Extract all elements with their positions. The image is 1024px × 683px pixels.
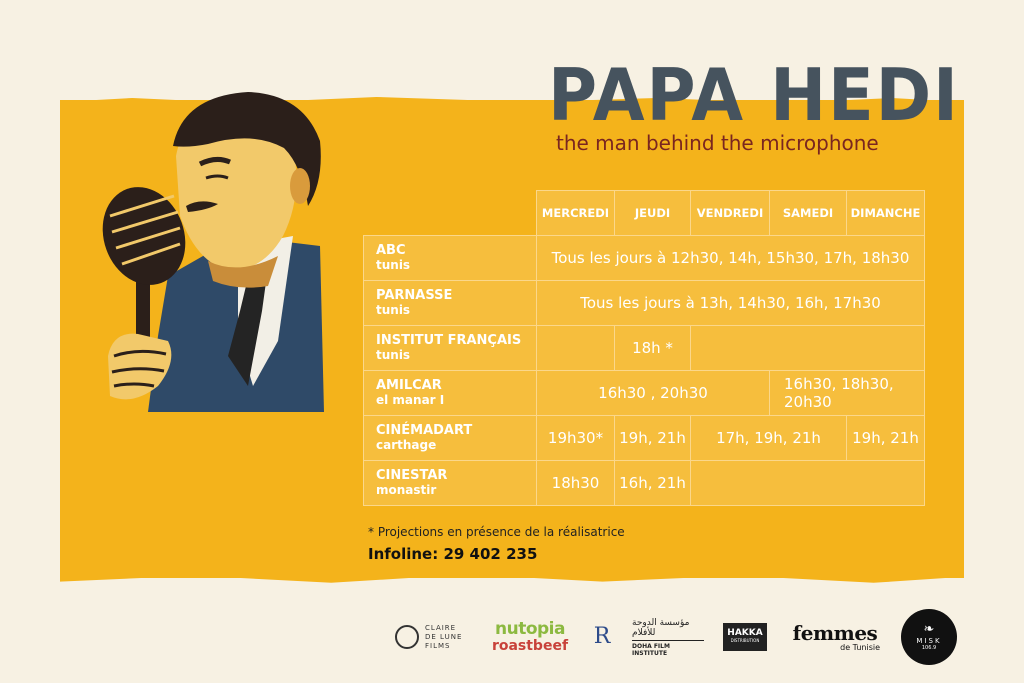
r-mark: R [593, 624, 611, 649]
doha-english-text: DOHA FILM INSTITUTE [632, 642, 670, 657]
day-header: VENDREDI [691, 191, 770, 236]
roastbeef-text: roastbeef [491, 638, 569, 654]
hakka-box [723, 623, 766, 651]
femmes-text: femmes [792, 620, 878, 645]
showtimes-cell: 16h, 21h [615, 461, 691, 506]
cinema-city: carthage [376, 438, 437, 452]
showtimes-cell: 16h30 , 20h30 [537, 371, 770, 416]
film-title: PAPA HEDI [548, 53, 960, 137]
day-header: JEUDI [615, 191, 691, 236]
cinema-cell [364, 461, 537, 506]
cinema-cell [364, 371, 537, 416]
cinema-cell [364, 416, 537, 461]
showtimes-cell: 19h, 21h [847, 416, 925, 461]
cinema-cell [364, 326, 537, 371]
sponsor-logos [392, 606, 958, 668]
cinema-cell [364, 236, 537, 281]
hakka-text: HAKKA [727, 628, 763, 638]
femmes-de-tunisie-logo [782, 606, 888, 668]
panel-bottom-edge [60, 572, 964, 584]
claire-de-lune-logo [392, 606, 472, 668]
cinema-city: monastir [376, 483, 437, 497]
crescent-moon-icon [395, 622, 419, 652]
showtimes-cell [537, 326, 615, 371]
table-row [364, 281, 925, 326]
cinema-name: AMILCAR [376, 378, 442, 393]
cinema-name: CINESTAR [376, 468, 448, 483]
cinema-city: el manar I [376, 393, 445, 407]
misk-text: MISK [916, 637, 942, 645]
showtimes-cell [691, 461, 925, 506]
de-tunisie-text: de Tunisie [840, 642, 880, 652]
hakka-sub-text: DISTRIBUTION [730, 638, 760, 643]
hakka-distribution-logo [722, 606, 768, 668]
footnote: * Projections en présence de la réalisatrice [368, 525, 625, 539]
table-row [364, 326, 925, 371]
film-subtitle: the man behind the microphone [556, 131, 879, 155]
misk-badge [901, 609, 957, 665]
showtimes-cell: 18h * [615, 326, 691, 371]
cinema-name: INSTITUT FRANÇAIS [376, 333, 522, 348]
showtimes-cell: 19h30* [537, 416, 615, 461]
cinema-city: tunis [376, 348, 411, 362]
showtimes-cell: 17h, 19h, 21h [691, 416, 847, 461]
cinema-name: PARNASSE [376, 288, 453, 303]
doha-film-institute-logo [632, 606, 704, 668]
cinema-city: tunis [376, 258, 411, 272]
day-header: DIMANCHE [847, 191, 925, 236]
misk-radio-logo [900, 606, 958, 668]
showtimes-cell: 18h30 [537, 461, 615, 506]
showtimes-cell: Tous les jours à 13h, 14h30, 16h, 17h30 [537, 281, 925, 326]
header-corner [364, 191, 537, 236]
cinema-name: ABC [376, 243, 406, 258]
showtimes-cell [691, 326, 925, 371]
claire-de-lune-text: CLAIRE DE LUNE FILMS [425, 623, 463, 650]
cinema-name: CINÉMADART [376, 423, 473, 438]
table-row [364, 371, 925, 416]
nutopia-roastbeef-logo [488, 606, 572, 668]
cinema-city: tunis [376, 303, 411, 317]
singer-illustration [88, 86, 324, 412]
schedule-table [363, 190, 925, 506]
day-header: MERCREDI [537, 191, 615, 236]
misk-frequency: 106.9 [921, 645, 937, 651]
cinema-cell [364, 281, 537, 326]
r-logo [582, 606, 622, 668]
table-row [364, 236, 925, 281]
nutopia-text: nutopia [495, 619, 565, 639]
showtimes-cell: 19h, 21h [615, 416, 691, 461]
table-row [364, 461, 925, 506]
infoline: Infoline: 29 402 235 [368, 545, 538, 563]
table-header-row [364, 191, 925, 236]
doha-arabic-text: مؤسسة الدوحة للأفلام [632, 618, 704, 641]
showtimes-cell: Tous les jours à 12h30, 14h, 15h30, 17h, 18h30 [537, 236, 925, 281]
misk-glyph-icon: ❧ [923, 622, 935, 637]
day-header: SAMEDI [770, 191, 847, 236]
showtimes-cell: 16h30, 18h30, 20h30 [770, 371, 925, 416]
table-row [364, 416, 925, 461]
